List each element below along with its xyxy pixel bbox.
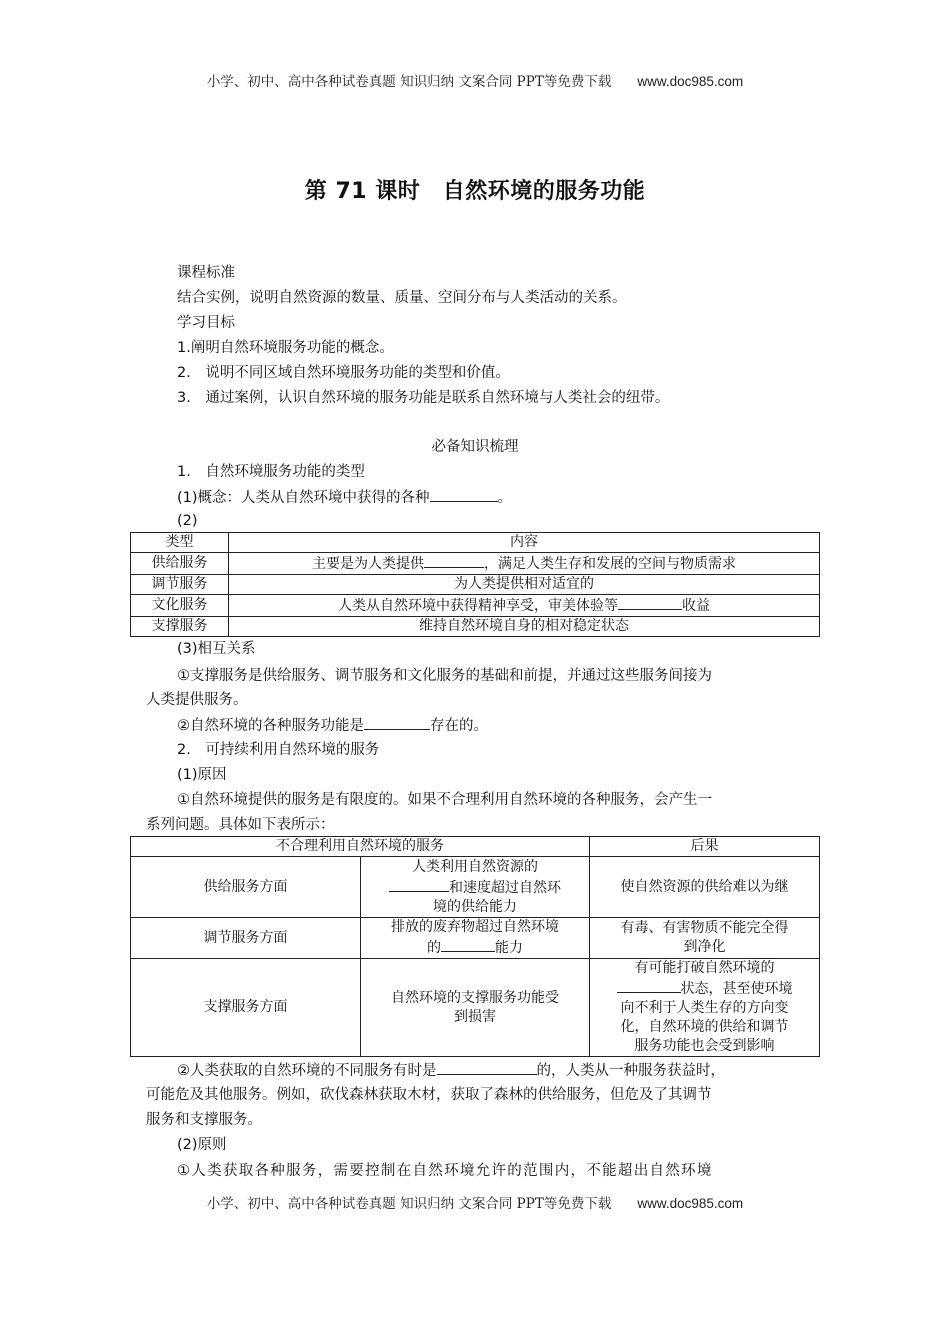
goal-item: 3. 通过案例，认识自然环境的服务功能是联系自然环境与人类社会的纽带。 [177,390,670,406]
goal-item: 2. 说明不同区域自然环境服务功能的类型和价值。 [177,365,510,381]
table-row [131,575,820,595]
consequences-table [130,836,820,1057]
header-cell: 内容 [229,533,820,553]
standard-heading: 课程标准 [177,265,235,281]
header-text: 小学、初中、高中各种试卷真题 知识归纳 文案合同 PPT等免费下载 [206,74,612,90]
table-row [131,617,820,637]
content-cell: 主要是为人类提供 ，满足人类生存和发展的空间与物质需求 [229,553,820,575]
concept-suffix: 。 [497,490,513,506]
content-cell: 维持自然环境自身的相对稳定状态 [229,617,820,637]
service-types-table [130,532,820,637]
reason-text: 系列问题。具体如下表所示： [146,817,335,833]
concept-prefix: (1)概念：人类从自然环境中获得的各种 [177,490,430,506]
header-cell: 后果 [590,837,820,857]
relation-text: ②自然环境的各种服务功能是 存在的。 [177,715,488,736]
cause-cell: 自然环境的支撑服务功能受 到损害 [361,959,590,1057]
blank-field[interactable] [437,1060,537,1075]
type-cell: 支撑服务 [131,617,229,637]
blank-field[interactable] [389,877,449,892]
header-cell: 不合理利用自然环境的服务 [131,837,590,857]
principle-text: ①人类获取各种服务，需要控制在自然环境允许的范围内，不能超出自然环境 [177,1163,713,1179]
aspect-cell: 调节服务方面 [131,918,361,959]
table-label: (2) [177,513,198,529]
page-title: 第 71 课时 自然环境的服务功能 [304,179,646,204]
cause-cell: 人类利用自然资源的 和速度超过自然环 境的供给能力 [361,857,590,918]
header-site-link[interactable]: www.doc985.com [637,74,744,89]
footer-text: 小学、初中、高中各种试卷真题 知识归纳 文案合同 PPT等免费下载 [206,1196,612,1212]
reason-text: 服务和支撑服务。 [146,1112,262,1128]
blank-field[interactable] [430,487,498,502]
result-cell: 有可能打破自然环境的 状态，甚至使环境 向不利于人类生存的方向变 化，自然环境的供给和调节 服务功能也会受到影响 [590,959,820,1057]
aspect-cell: 供给服务方面 [131,857,361,918]
reason-text: 可能危及其他服务。例如，砍伐森林获取木材，获取了森林的供给服务，但危及了其调节 [146,1087,712,1103]
table-row [131,959,820,1057]
principle-heading: (2)原则 [177,1137,227,1153]
table-row [131,857,820,918]
table-row [131,595,820,617]
concept-line [177,487,512,508]
content-cell: 人类从自然环境中获得精神享受，审美体验等 收益 [229,595,820,617]
page-footer [0,1192,950,1212]
type-cell: 文化服务 [131,595,229,617]
aspect-cell: 支撑服务方面 [131,959,361,1057]
table-row [131,918,820,959]
table-header-row [131,837,820,857]
blank-field[interactable] [617,978,681,993]
standard-text: 结合实例，说明自然资源的数量、质量、空间分布与人类活动的关系。 [177,290,627,306]
result-cell: 有毒、有害物质不能完全得 到净化 [590,918,820,959]
type-cell: 调节服务 [131,575,229,595]
content-cell: 为人类提供相对适宜的 [229,575,820,595]
table-row [131,553,820,575]
relation-text: 人类提供服务。 [146,692,248,708]
header-cell: 类型 [131,533,229,553]
blank-field[interactable] [364,715,430,730]
blank-field[interactable] [441,937,495,952]
goal-item: 1.阐明自然环境服务功能的概念。 [177,340,394,356]
relation-heading: (3)相互关系 [177,641,256,657]
reason-text: ②人类获取的自然环境的不同服务有时是 的，人类从一种服务获益时， [177,1060,725,1081]
section-heading: 必备知识梳理 [431,439,519,455]
page-header [0,70,950,90]
cause-cell: 排放的废弃物超过自然环境 的 能力 [361,918,590,959]
goals-heading: 学习目标 [177,315,235,331]
blank-field[interactable] [424,553,484,568]
relation-text: ①支撑服务是供给服务、调节服务和文化服务的基础和前提，并通过这些服务间接为 [177,668,712,684]
type-cell: 供给服务 [131,553,229,575]
part1-heading: 1. 自然环境服务功能的类型 [177,464,365,480]
reason-heading: (1)原因 [177,767,227,783]
footer-site-link[interactable]: www.doc985.com [637,1196,744,1211]
reason-text: ①自然环境提供的服务是有限度的。如果不合理利用自然环境的各种服务，会产生一 [177,792,712,808]
table-header-row [131,533,820,553]
part2-heading: 2. 可持续利用自然环境的服务 [177,742,380,758]
result-cell: 使自然资源的供给难以为继 [590,857,820,918]
blank-field[interactable] [618,595,682,610]
